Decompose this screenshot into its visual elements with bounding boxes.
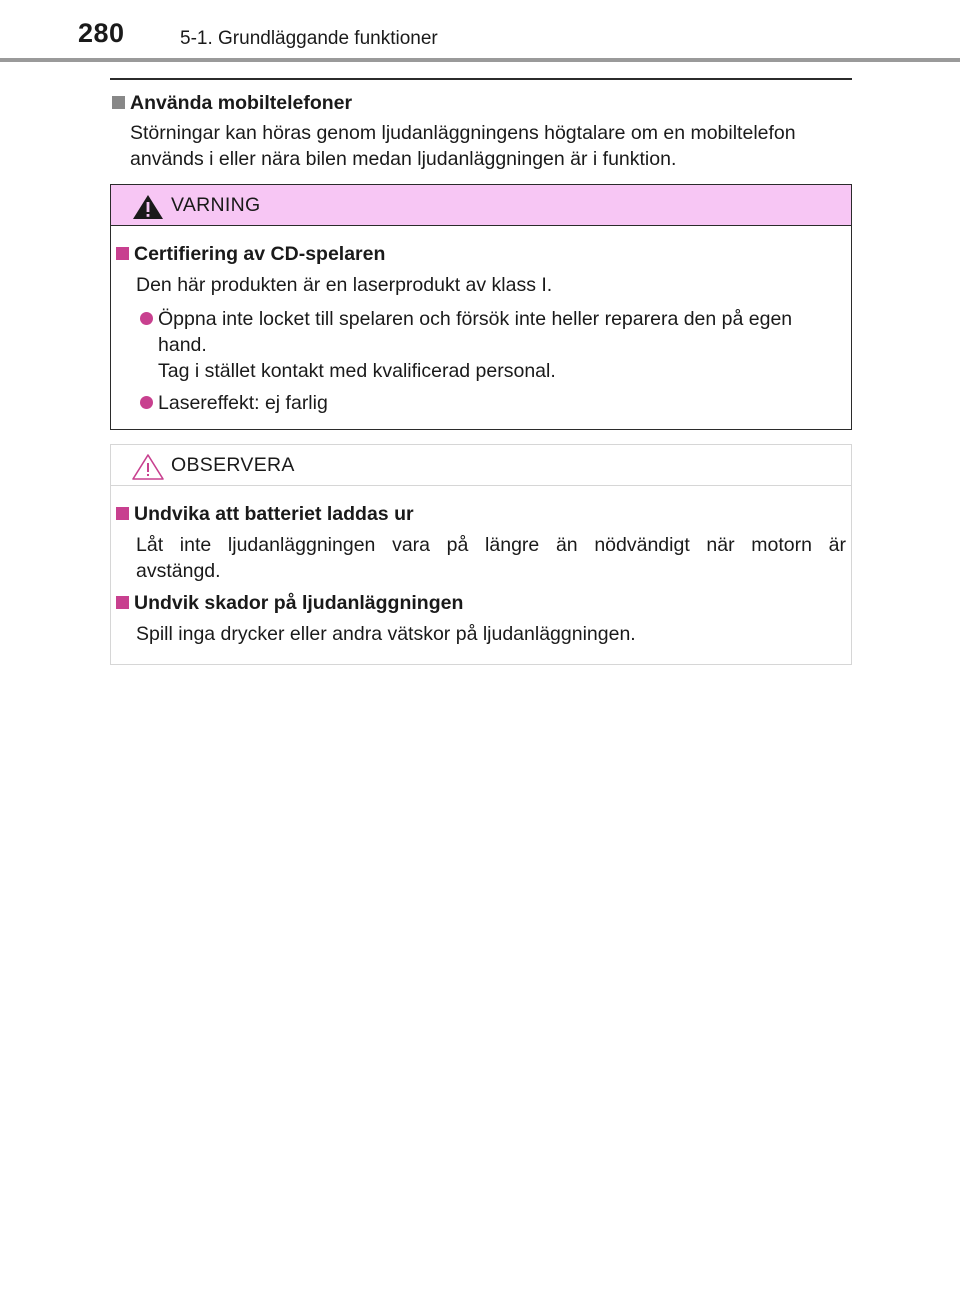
content-divider — [110, 78, 852, 80]
pink-square-bullet-icon — [116, 247, 129, 260]
warning-box-header — [111, 185, 851, 226]
pink-dot-bullet-icon — [140, 312, 153, 325]
section-title: 5-1. Grundläggande funktioner — [180, 28, 438, 49]
page-header — [0, 0, 960, 62]
notice-item — [116, 501, 846, 647]
notice-text: Låt inte ljudanläggningen vara på längre än nödvändigt när motorn är avstängd. — [136, 534, 846, 582]
warning-bullet: Lasereffekt: ej farlig — [116, 390, 846, 416]
intro-heading: Använda mobiltelefoner — [112, 90, 852, 116]
notice-label: OBSERVERA — [171, 454, 295, 476]
caution-triangle-outline-icon — [131, 453, 165, 481]
warning-triangle-icon — [131, 193, 165, 221]
pink-dot-bullet-icon — [140, 396, 153, 409]
page-number: 280 — [78, 18, 125, 48]
pink-square-bullet-icon — [116, 507, 129, 520]
intro-section — [112, 90, 852, 172]
gray-square-bullet-icon — [112, 96, 125, 109]
notice-box — [110, 444, 852, 665]
header-divider — [0, 58, 960, 62]
warning-bullet: Öppna inte locket till spelaren och försök inte heller reparera den på egen hand. Tag i stället kontakt med kvalificerad personal. — [116, 306, 846, 384]
intro-text: Störningar kan höras genom ljudanläggningens högtalare om en mobiltelefon används i eller nära bilen medan ljudanläggningen är i funktion. — [130, 122, 796, 170]
notice-text: Spill inga drycker eller andra vätskor på ljudanläggningen. — [136, 623, 636, 645]
warning-item — [116, 241, 846, 416]
warning-label: VARNING — [171, 194, 261, 216]
notice-heading: Undvika att batteriet laddas ur — [116, 501, 846, 527]
warning-text: Den här produkten är en laserprodukt av klass I. — [136, 274, 553, 296]
warning-heading: Certifiering av CD-spelaren — [116, 241, 846, 267]
notice-heading: Undvik skador på ljudanläggningen — [116, 590, 846, 616]
warning-box — [110, 184, 852, 430]
pink-square-bullet-icon — [116, 596, 129, 609]
notice-box-header — [111, 445, 851, 486]
